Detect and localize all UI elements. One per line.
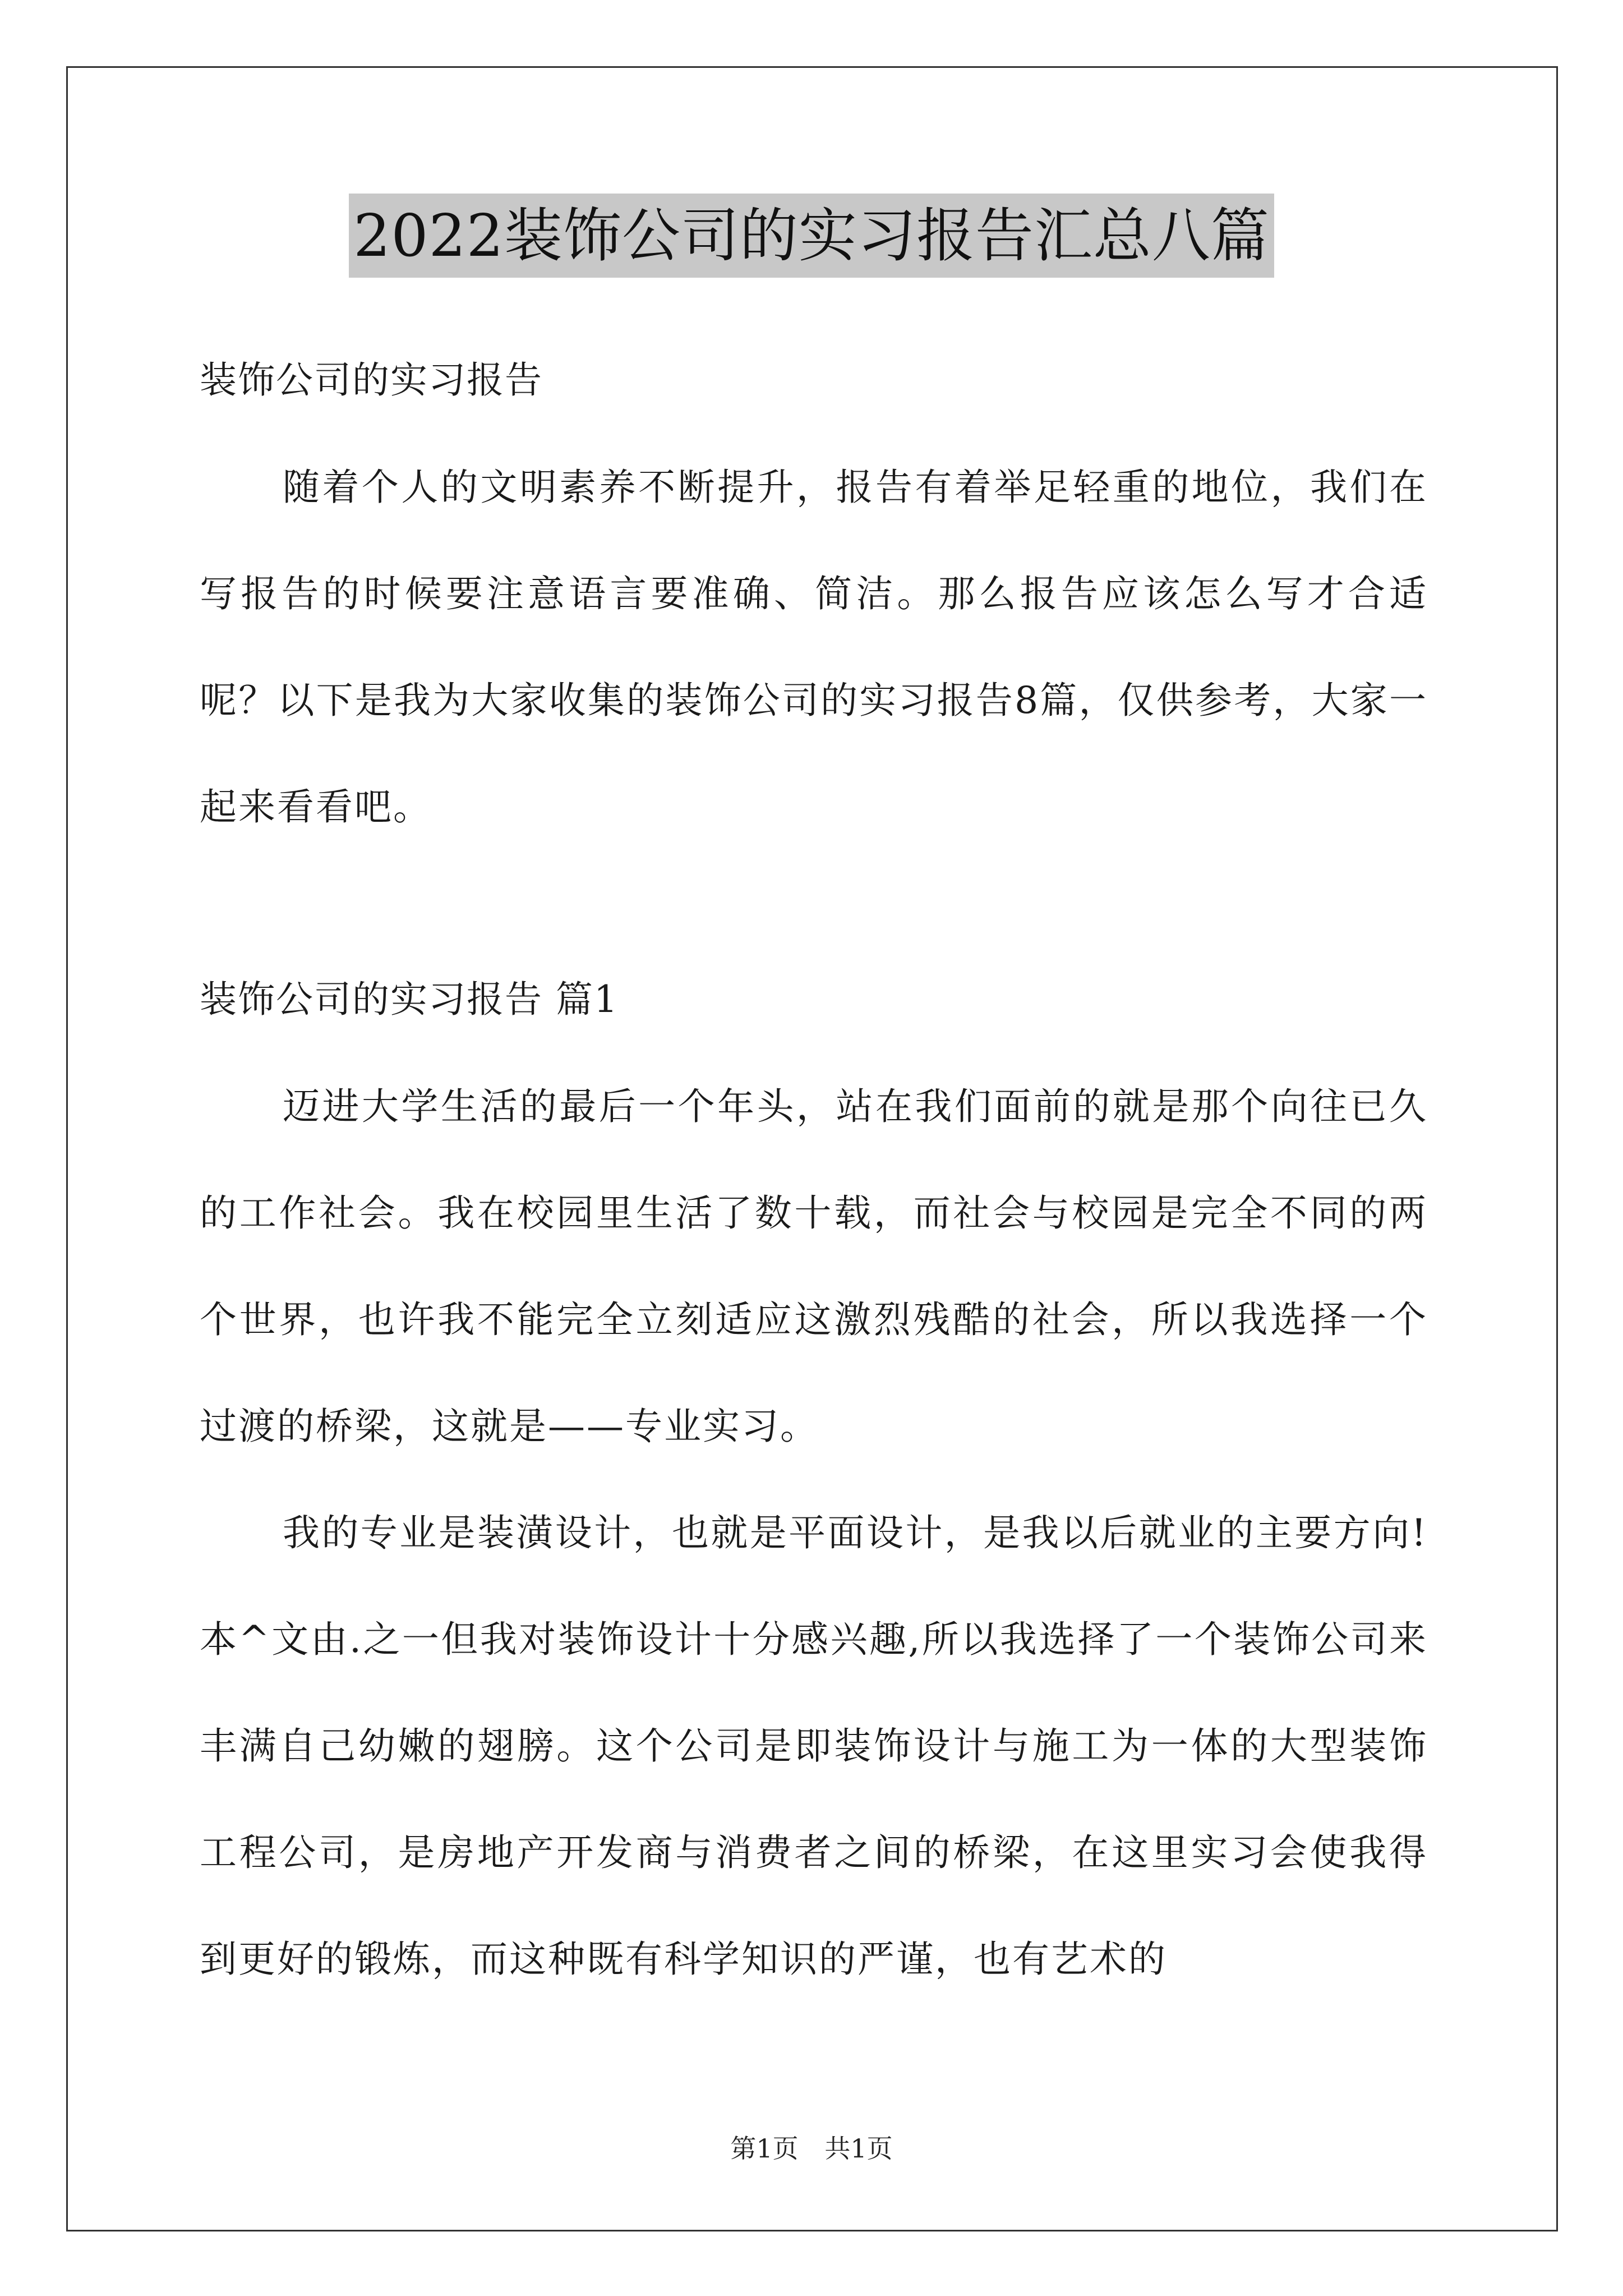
section1-heading: 装饰公司的实习报告 篇1 — [200, 978, 619, 1021]
page-total: 共1页 — [824, 2133, 893, 2164]
section1-paragraph-1: 迈进大学生活的最后一个年头，站在我们面前的就是那个向往已久的工作社会。我在校园里生活了数十载，而社会与校园是完全不同的两个世界，也许我不能完全立刻适应这激烈残酷的社会，所以我选择一个过渡的桥梁，这就是——专业实习。 — [200, 1085, 1428, 1448]
page-number: 第1页 — [730, 2133, 799, 2164]
document-title: 2022装饰公司的实习报告汇总八篇 — [349, 194, 1274, 278]
intro-paragraph: 随着个人的文明素养不断提升，报告有着举足轻重的地位，我们在写报告的时候要注意语言要准确、简洁。那么报告应该怎么写才合适呢？以下是我为大家收集的装饰公司的实习报告8篇，仅供参考，大家一起来看看吧。 — [200, 466, 1428, 829]
page-footer — [0, 2132, 1623, 2165]
title-container — [0, 194, 1623, 278]
section1-paragraph-2: 我的专业是装潢设计，也就是平面设计，是我以后就业的主要方向!本^文由.之一但我对装饰设计十分感兴趣,所以我选择了一个装饰公司来丰满自己幼嫩的翅膀。这个公司是即装饰设计与施工为一体的大型装饰工程公司，是房地产开发商与消费者之间的桥梁，在这里实习会使我得到更好的锻炼，而这种既有科学知识的严谨，也有艺术的 — [200, 1511, 1428, 1981]
intro-heading: 装饰公司的实习报告 — [200, 358, 543, 402]
document-body — [200, 353, 1428, 2013]
